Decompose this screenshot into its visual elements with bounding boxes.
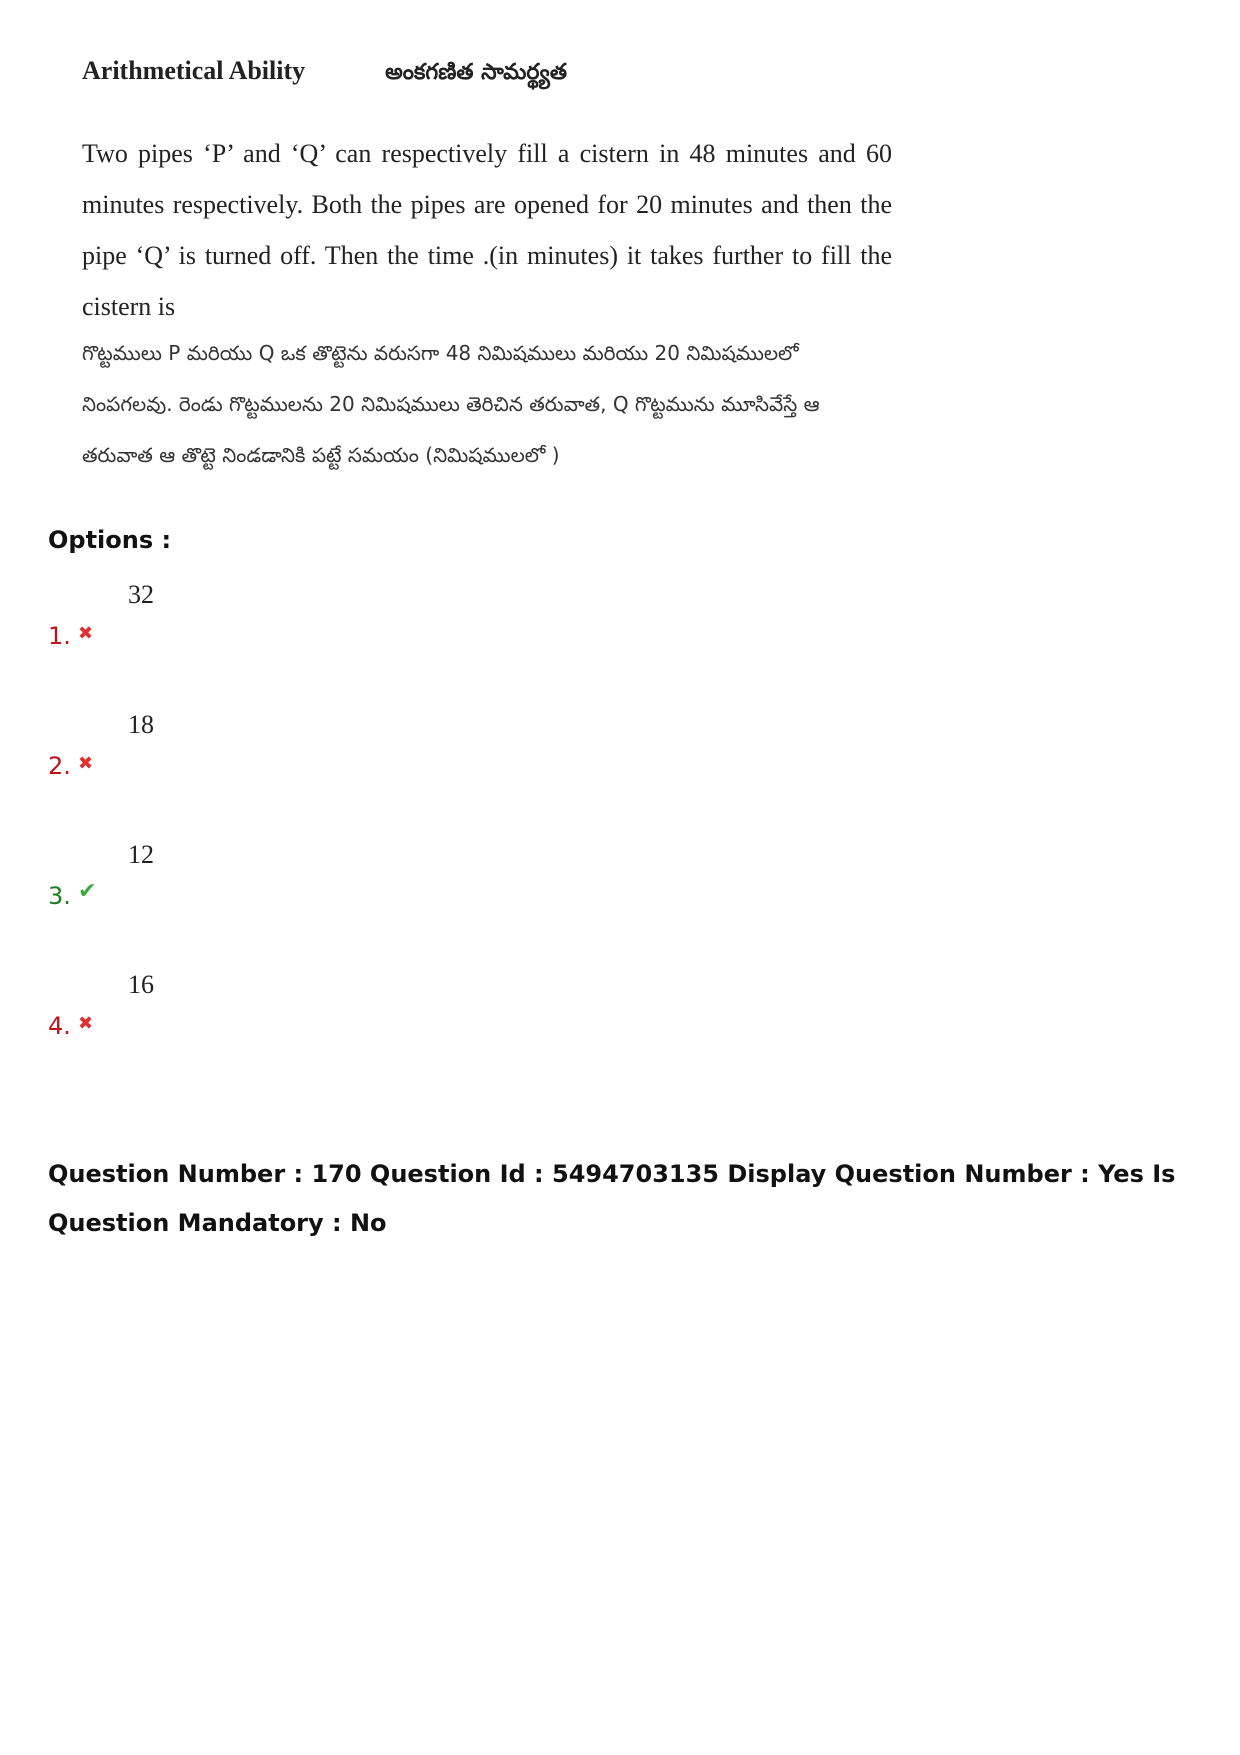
heading-english: Arithmetical Ability	[82, 56, 306, 85]
option-number: 4.	[48, 1012, 71, 1040]
option-value: 12	[128, 840, 154, 869]
question-metadata: Question Number : 170 Question Id : 5494703135 Display Question Number : Yes Is Question Mandatory : No	[48, 1160, 1176, 1237]
option-number: 3.	[48, 882, 71, 910]
question-text-english: Two pipes ‘P’ and ‘Q’ can respectively fill a cistern in 48 minutes and 60 minutes respectively. Both the pipes are opened for 20 minutes and then the pipe ‘Q’ is turned off. Then the time .(in minutes) it takes further to fill the cistern is	[82, 139, 892, 321]
wrong-mark-icon: ✖	[78, 1013, 94, 1034]
question-image	[70, 40, 910, 480]
option-1[interactable]	[48, 580, 448, 650]
option-value: 32	[128, 580, 154, 609]
option-2[interactable]	[48, 710, 448, 780]
option-4[interactable]	[48, 970, 448, 1040]
option-value: 16	[128, 970, 154, 999]
question-heading	[82, 56, 567, 90]
option-number: 2.	[48, 752, 71, 780]
wrong-mark-icon: ✖	[78, 623, 94, 644]
option-value: 18	[128, 710, 154, 739]
heading-telugu: అంకగణిత సామర్థ్యత	[385, 60, 567, 85]
options-label: Options :	[48, 526, 172, 554]
wrong-mark-icon: ✖	[78, 753, 94, 774]
check-mark-icon: ✔	[78, 879, 97, 904]
question-text-telugu: గొట్టములు P మరియు Q ఒక తొట్టెను వరుసగా 48 నిమిషములు మరియు 20 నిమిషములలో నింపగలవు. రెండు గొట్టములను 20 నిమిషములు తెరిచిన తరువాత, Q గొట్టమును మూసివేస్తే ఆ తరువాత ఆ తొట్టె నిండడానికి పట్టే సమయం (నిమిషములలో )	[82, 341, 820, 467]
option-3[interactable]	[48, 840, 448, 910]
option-number: 1.	[48, 622, 71, 650]
